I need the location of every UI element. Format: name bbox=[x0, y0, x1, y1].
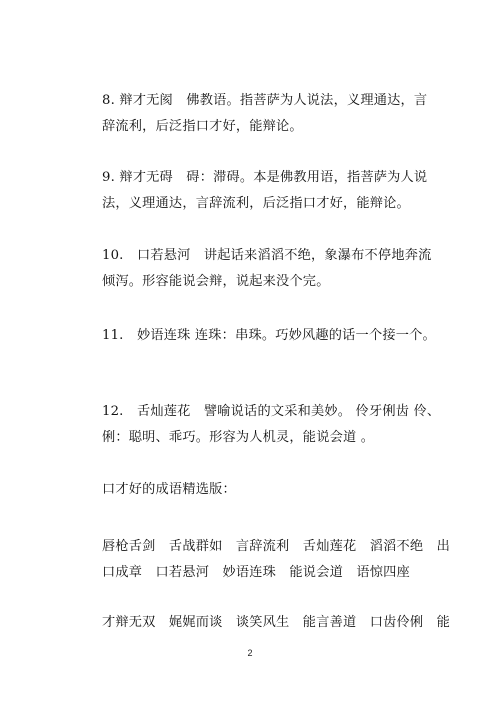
text-line: 8. 辩才无阂 佛教语。指菩萨为人说法，义理通达，言 bbox=[102, 93, 428, 108]
paragraph-entry-12 bbox=[102, 399, 441, 451]
text-line: 11. 妙语连珠 连珠：串珠。巧妙风趣的话一个接一个。 bbox=[102, 328, 436, 343]
text-line: 9. 辩才无碍 碍：滞碍。本是佛教用语，指菩萨为人说 bbox=[102, 170, 428, 185]
text-line: 口才好的成语精选版： bbox=[102, 482, 236, 497]
paragraph-entry-9 bbox=[102, 165, 432, 217]
text-line: 辞流利，后泛指口才好，能辩论。 bbox=[102, 119, 303, 134]
section-heading bbox=[102, 477, 432, 503]
text-line: 10. 口若悬河 讲起话来滔滔不绝，象瀑布不停地奔流 bbox=[102, 248, 432, 263]
text-line: 俐：聪明、乖巧。形容为人机灵，能说会道 。 bbox=[102, 430, 375, 445]
text-line: 12. 舌灿莲花 譬喻说话的文采和美妙。 伶牙俐齿 伶、 bbox=[102, 404, 441, 419]
text-line: 口成章 口若悬河 妙语连珠 能说会道 语惊四座 bbox=[102, 565, 410, 580]
text-line: 才辩无双 娓娓而谈 谈笑风生 能言善道 口齿伶俐 能 bbox=[102, 615, 451, 630]
paragraph-entry-11 bbox=[102, 323, 436, 349]
page-number: 2 bbox=[247, 648, 253, 658]
text-line: 法，义理通达，言辞流利，后泛指口才好，能辩论。 bbox=[102, 196, 410, 211]
idiom-list-paragraph-continued bbox=[102, 610, 451, 636]
text-line: 唇枪舌剑 舌战群如 言辞流利 舌灿莲花 滔滔不绝 出 bbox=[102, 539, 451, 554]
text-line: 倾泻。形容能说会辩，说起来没个完。 bbox=[102, 274, 330, 289]
paragraph-entry-10 bbox=[102, 243, 432, 295]
idiom-list-paragraph bbox=[102, 534, 451, 586]
paragraph-entry-8 bbox=[102, 88, 432, 140]
